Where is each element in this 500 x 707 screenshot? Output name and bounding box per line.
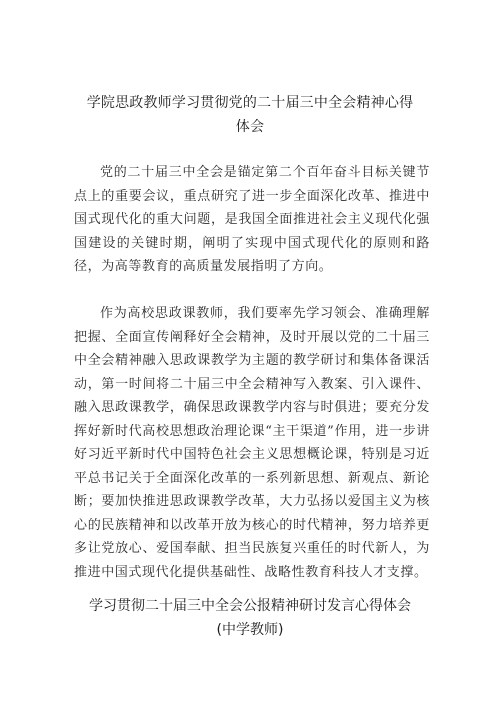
document-title-line-2: 体会 [235,119,265,135]
paragraph-1-text: 党的二十届三中全会是锚定第二个百年奋斗目标关键节点上的重要会议，重点研究了进一步全面深化改革、推进中国式现代化的重大问题，是我国全面推进社会主义现代化强国建设的关键时期，阐明了实现中国式现代化的原则和路径，为高等教育的高质量发展指明了方向。 [74,165,430,274]
document-title-line-1: 学院思政教师学习贯彻党的二十届三中全会精神心得 [86,95,414,111]
paragraph-2-text: 作为高校思政课教师，我们要率先学习领会、准确理解把握、全面宣传阐释好全会精神，及时开展以党的二十届三中全会精神融入思政课教学为主题的教学研讨和集体备课活动，第一时间将二十届三中全会精神写入教案、引入课件、融入思政课教学，确保思政课教学内容与时俱进；要充分发挥好新时代高校思想政治理论课“主干渠道”作用，进一步讲好习近平新时代中国特色社会主义思想概论课，特别是习近平总书记关于全面深化改革的一系列新思想、新观点、新论断；要加快推进思政课教学改革，大力弘扬以爱国主义为核心的民族精神和以改革开放为核心的时代精神，努力培养更多让党放心、爱国奉献、担当民族复兴重任的时代新人，为推进中国式现代化提供基础性、战略性教育科技人才支撑。 [74,306,430,580]
section-heading-line-2: (中学教师) [216,622,284,638]
section-heading-line-1: 学习贯彻二十届三中全会公报精神研讨发言心得体会 [89,598,411,614]
paragraph-1 [74,161,430,279]
paragraph-2 [74,302,430,584]
